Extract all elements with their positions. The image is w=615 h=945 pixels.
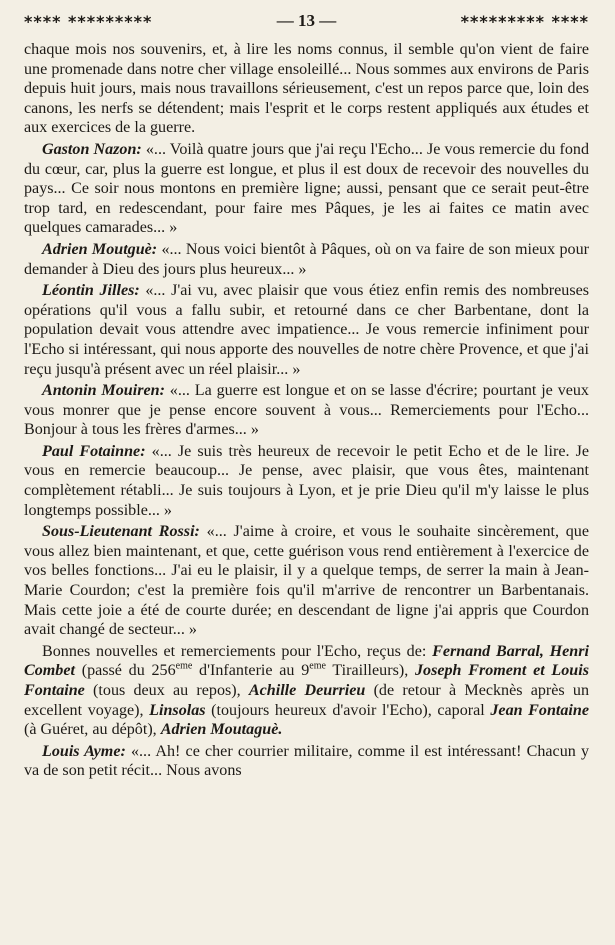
letter-text: «... J'ai vu, avec plaisir que vous étiez enfin remis des nombreuses opérations qu'il vous a fallu subir, et retourné dans ce cher Barbentane, dont la population devait vous attendre avec impatience... Je vous remercie infiniment pour l'Echo si intéressant, qui nous apporte des nouvelles de notre chère Provence, et que j'ai reçu jusqu'à présent avec un réel plaisir... » <box>24 282 589 378</box>
letter-adrien-moutgue <box>24 240 589 279</box>
page-number: — 13 — <box>276 11 337 30</box>
thanks-text: (toujours heureux d'avoir l'Echo), caporal <box>205 701 491 719</box>
correspondent-name: Adrien Moutaguè. <box>160 721 283 739</box>
letter-louis-ayme <box>24 742 589 781</box>
paragraph-text: chaque mois nos souvenirs, et, à lire les noms connus, il semble qu'on vient de faire une promenade dans notre cher village ensoleillé... Nous sommes aux environs de Paris depuis huit jours, mais nous travaillons sérieusement, c'est un repos parce que, loin des canons, les nerfs se détendent; mais l'esprit et le corps restent appliqués aux études et aux exercices de la guerre. <box>24 41 589 137</box>
correspondent-name: Sous-Lieutenant Rossi: <box>42 523 200 541</box>
correspondent-name: Antonin Mouiren: <box>42 382 165 400</box>
thanks-text: d'Infanterie au 9 <box>192 662 310 680</box>
thanks-intro: Bonnes nouvelles et remerciements pour l'Echo, reçus de: <box>42 642 433 660</box>
thanks-paragraph <box>24 642 589 740</box>
ordinal-suffix: eme <box>175 661 193 673</box>
correspondent-name: Léontin Jilles: <box>42 282 140 300</box>
thanks-text: (à Guéret, au dépôt), <box>24 721 161 739</box>
correspondent-name: Achille Deurrieu <box>248 682 366 699</box>
letter-paul-fotainne <box>24 442 589 520</box>
correspondent-name: Linsolas <box>149 701 206 719</box>
header-ornament-right: ********* **** <box>460 11 589 31</box>
letter-text: «... Ah! ce cher courrier militaire, comme il est intéressant! Chacun y va de son petit récit... Nous avons <box>24 742 589 780</box>
letter-sous-lieutenant-rossi <box>24 522 589 640</box>
thanks-text: Tirailleurs), <box>325 662 415 680</box>
letter-text: «... La guerre est longue et on se lasse d'écrire; pourtant je veux vous monrer que je pense encore souvent à vous... Remerciements pour l'Echo... Bonjour à tous les frères d'armes... » <box>24 382 589 439</box>
page-header <box>24 8 589 34</box>
ordinal-suffix: eme <box>309 661 326 673</box>
letter-leontin-jilles <box>24 281 589 379</box>
letter-text: «... Nous voici bientôt à Pâques, où on va faire de son mieux pour demander à Dieu des jours plus heureux... » <box>24 240 589 278</box>
article-body <box>24 40 589 781</box>
paragraph-continuation <box>24 40 589 138</box>
correspondent-name: Adrien Moutguè: <box>42 240 158 258</box>
letter-antonin-mouiren <box>24 381 589 440</box>
correspondent-name: Joseph Froment et Louis Fontaine <box>24 662 589 699</box>
letter-text: «... J'aime à croire, et vous le souhaite sincèrement, que vous allez bien maintenant, et que, cette guérison vous rend entièrement à l'exercice de vos belles fonctions... J'ai eu le plaisir, il y a quelque temps, de serrer la main à Jean-Marie Courdon; c'est la première fois qu'il m'arrive de rencontrer un Barbentanais. Mais cette joie a été de courte durée; en descendant de ligne j'ai appris que Courdon avait changé de secteur... » <box>24 523 589 639</box>
correspondent-name: Paul Fotainne: <box>42 442 146 460</box>
thanks-text: (passé du 256 <box>74 662 176 680</box>
header-ornament-left: **** ********* <box>24 11 153 31</box>
letter-text: «... Je suis très heureux de recevoir le petit Echo et de le lire. Je vous en remercie beaucoup... Je pense, avec plaisir, que vous êtes, maintenant complètement rétabli... Je suis toujours à Lyon, et je prie Dieu qu'il m'y laisse le plus longtemps possible... » <box>24 442 589 519</box>
letter-text: «... Voilà quatre jours que j'ai reçu l'Echo... Je vous remercie du fond du cœur, car, plus la guerre est longue, et plus il est doux de recevoir des nouvelles du pays... Ce soir nous montons en première ligne; aussi, pensant que ce serait peut-être trop tard, en redescendant, pour faire mes Pâques, je les ai faites ce matin avec quelques camarades... » <box>24 140 589 237</box>
thanks-text: (tous deux au repos), <box>84 682 249 699</box>
correspondent-name: Gaston Nazon: <box>42 140 142 158</box>
correspondent-name: Louis Ayme: <box>42 742 126 760</box>
correspondent-name: Fernand Barral, Henri Combet <box>24 642 589 680</box>
correspondent-name: Jean Fontaine <box>490 701 589 719</box>
thanks-text: (de retour à Mecknès après un excellent voyage), <box>24 682 590 719</box>
letter-gaston-nazon <box>24 140 589 238</box>
